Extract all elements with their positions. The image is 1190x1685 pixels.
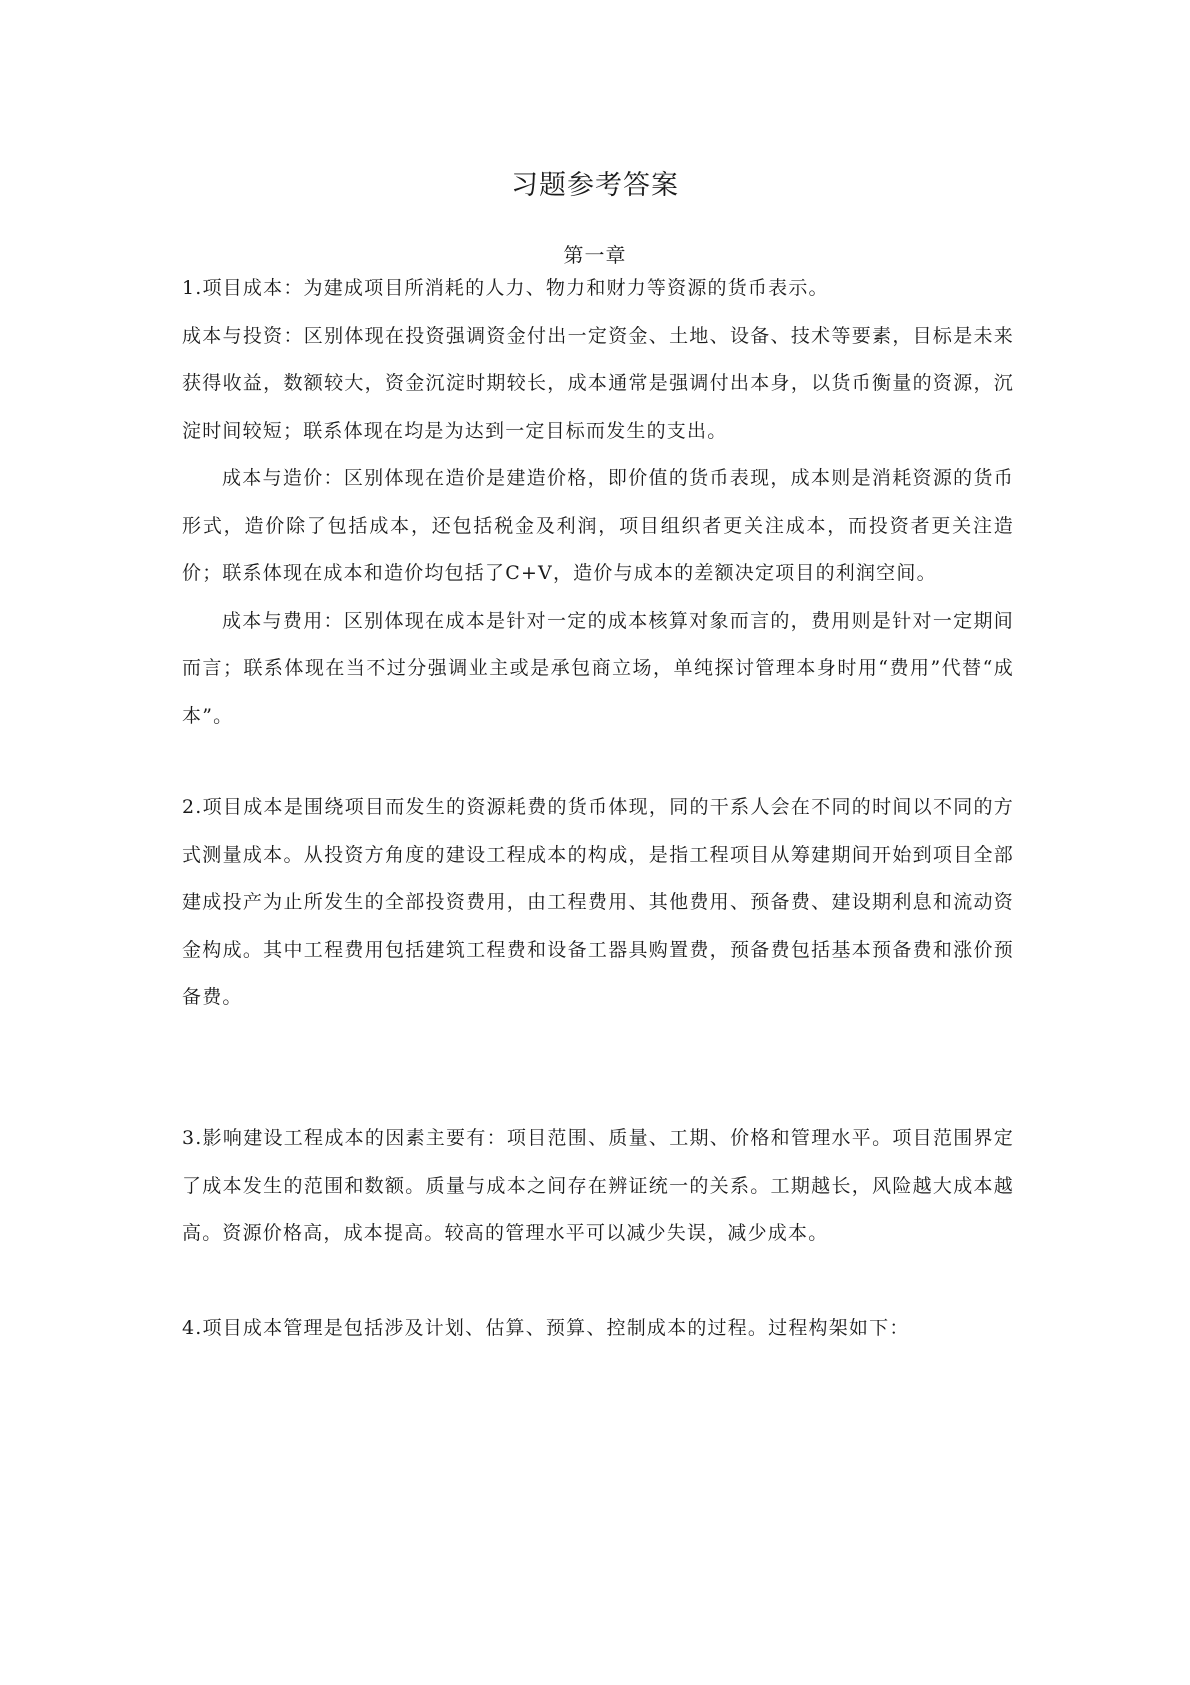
answer-4-text: 4.项目成本管理是包括涉及计划、估算、预算、控制成本的过程。过程构架如下： — [182, 1317, 910, 1339]
chapter-heading: 第一章 — [563, 243, 627, 267]
answer-4-block — [182, 1305, 1014, 1353]
answer-3-text: 3.影响建设工程成本的因素主要有：项目范围、质量、工期、价格和管理水平。项目范围界定了成本发生的范围和数额。质量与成本之间存在辨证统一的关系。工期越长，风险越大成本越高。资源价格高，成本提高。较高的管理水平可以减少失误，减少成本。 — [182, 1127, 1014, 1244]
answer-2-text: 2.项目成本是围绕项目而发生的资源耗费的货币体现，同的干系人会在不同的时间以不同的方式测量成本。从投资方角度的建设工程成本的构成，是指工程项目从筹建期间开始到项目全部建成投产为止所发生的全部投资费用，由工程费用、其他费用、预备费、建设期利息和流动资金构成。其中工程费用包括建筑工程费和设备工器具购置费，预备费包括基本预备费和涨价预备费。 — [182, 796, 1014, 1008]
answer-1-cost-vs-price: 成本与造价：区别体现在造价是建造价格，即价值的货币表现，成本则是消耗资源的货币形式，造价除了包括成本，还包括税金及利润，项目组织者更关注成本，而投资者更关注造价；联系体现在成本和造价均包括了C+V，造价与成本的差额决定项目的利润空间。 — [182, 467, 1014, 584]
answer-1-definition: 1.项目成本：为建成项目所消耗的人力、物力和财力等资源的货币表示。 — [182, 277, 829, 299]
answer-1-cost-vs-expense: 成本与费用：区别体现在成本是针对一定的成本核算对象而言的，费用则是针对一定期间而言；联系体现在当不过分强调业主或是承包商立场，单纯探讨管理本身时用“费用”代替“成本”。 — [182, 609, 1014, 727]
document-title: 习题参考答案 — [511, 170, 679, 201]
answer-2-block — [182, 784, 1014, 1022]
answer-1-block — [182, 265, 1014, 740]
answer-3-block — [182, 1115, 1014, 1258]
answer-1-cost-vs-investment: 成本与投资：区别体现在投资强调资金付出一定资金、土地、设备、技术等要素，目标是未来获得收益，数额较大，资金沉淀时期较长，成本通常是强调付出本身，以货币衡量的资源，沉淀时间较短；联系体现在均是为达到一定目标而发生的支出。 — [182, 324, 1014, 442]
